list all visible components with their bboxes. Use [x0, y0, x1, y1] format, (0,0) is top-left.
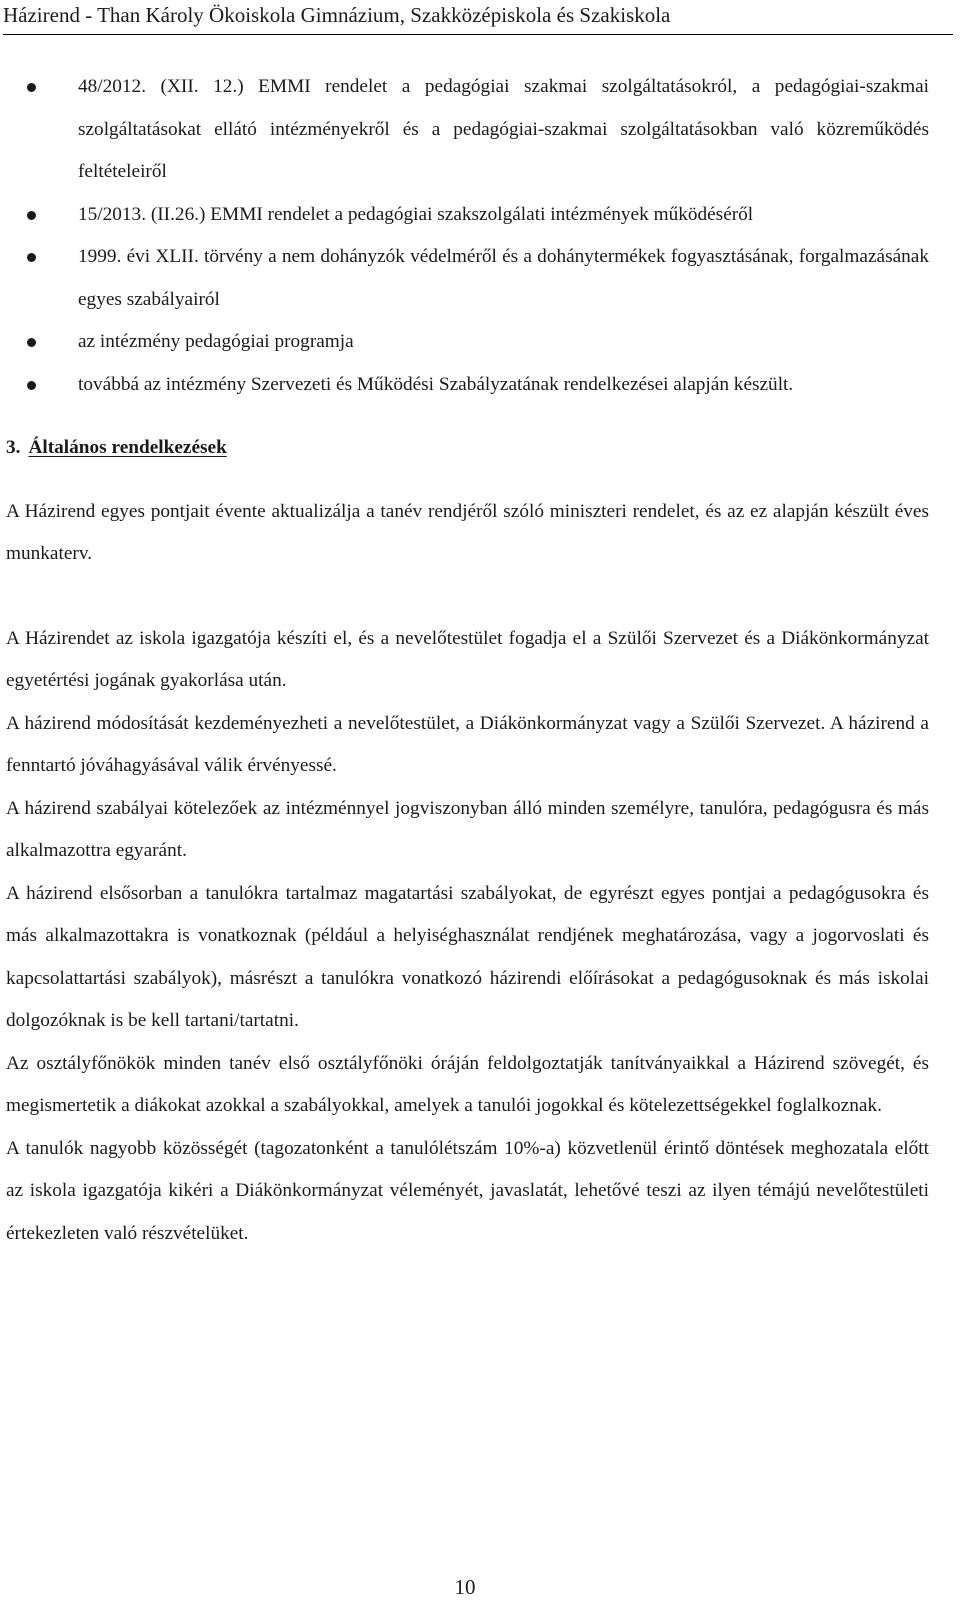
legal-basis-list	[6, 66, 929, 406]
paragraph: A házirend szabályai kötelezőek az intézménnyel jogviszonyban álló minden személyre, tanulóra, pedagógusra és más alkalmazottra egyaránt.	[6, 797, 929, 861]
paragraph: A Házirendet az iskola igazgatója készíti el, és a nevelőtestület fogadja el a Szülői Szervezet és a Diákönkormányzat egyetértési jogának gyakorlása után.	[6, 627, 929, 691]
list-item	[6, 194, 929, 237]
list-item	[6, 66, 929, 194]
list-item-text: 1999. évi XLII. törvény a nem dohányzók védelméről és a dohánytermékek fogyasztásának, forgalmazásának egyes szabályairól	[78, 246, 929, 310]
section-title: Általános rendelkezések	[28, 437, 227, 458]
bullet-icon	[27, 253, 36, 262]
list-item-text: 48/2012. (XII. 12.) EMMI rendelet a pedagógiai szakmai szolgáltatásokról, a pedagógiai-szakmai szolgáltatásokat ellátó intézményekről és a pedagógiai-szakmai szolgáltatásokban való közreműködés feltételeiről	[78, 76, 929, 182]
bullet-icon	[27, 338, 36, 347]
list-item	[6, 236, 929, 321]
paragraph: A tanulók nagyobb közösségét (tagozatonként a tanulólétszám 10%-a) közvetlenül érintő döntések meghozatala előtt az iskola igazgatója kikéri a Diákönkormányzat véleményét, javaslatát, lehetővé teszi az ilyen témájú nevelőtestületi értekezleten való részvételüket.	[6, 1137, 929, 1244]
section-number: 3.	[6, 437, 21, 458]
running-header: Házirend - Than Károly Ökoiskola Gimnázium, Szakközépiskola és Szakiskola	[3, 0, 953, 35]
list-item-text: továbbá az intézmény Szervezeti és Működési Szabályzatának rendelkezései alapján készült.	[78, 373, 794, 395]
paragraph: Az osztályfőnökök minden tanév első osztályfőnöki óráján feldolgoztatják tanítványaikkal a Házirend szövegét, és megismertetik a diákokat azokkal a szabályokkal, amelyek a tanulói jogokkal és kötelezettségekkel foglalkoznak.	[6, 1052, 929, 1116]
bullet-icon	[27, 211, 36, 220]
bullet-icon	[27, 381, 36, 390]
paragraph: A házirend módosítását kezdeményezheti a nevelőtestület, a Diákönkormányzat vagy a Szülői Szervezet. A házirend a fenntartó jóváhagyásával válik érvényessé.	[6, 712, 929, 776]
bullet-icon	[27, 83, 36, 92]
list-item-text: az intézmény pedagógiai programja	[78, 331, 354, 352]
page-number: 10	[454, 1575, 476, 1599]
paragraph: A Házirend egyes pontjait évente aktualizálja a tanév rendjéről szóló miniszteri rendelet, és az ez alapján készült éves munkaterv.	[6, 500, 929, 564]
list-item-text: 15/2013. (II.26.) EMMI rendelet a pedagógiai szakszolgálati intézmények működéséről	[78, 203, 754, 225]
list-item	[6, 321, 929, 364]
section-heading	[6, 427, 929, 470]
list-item	[6, 364, 929, 407]
page-content	[6, 66, 929, 1255]
paragraph: A házirend elsősorban a tanulókra tartalmaz magatartási szabályokat, de egyrészt egyes pontjai a pedagógusokra és más alkalmazottakra is vonatkoznak (például a helyiséghasználat rendjének meghatározása, vagy a jogorvoslati és kapcsolattartási szabályok), másrészt a tanulókra vonatkozó házirendi előírásokat a pedagógusoknak és más iskolai dolgozóknak is be kell tartani/tartatni.	[6, 882, 929, 1031]
